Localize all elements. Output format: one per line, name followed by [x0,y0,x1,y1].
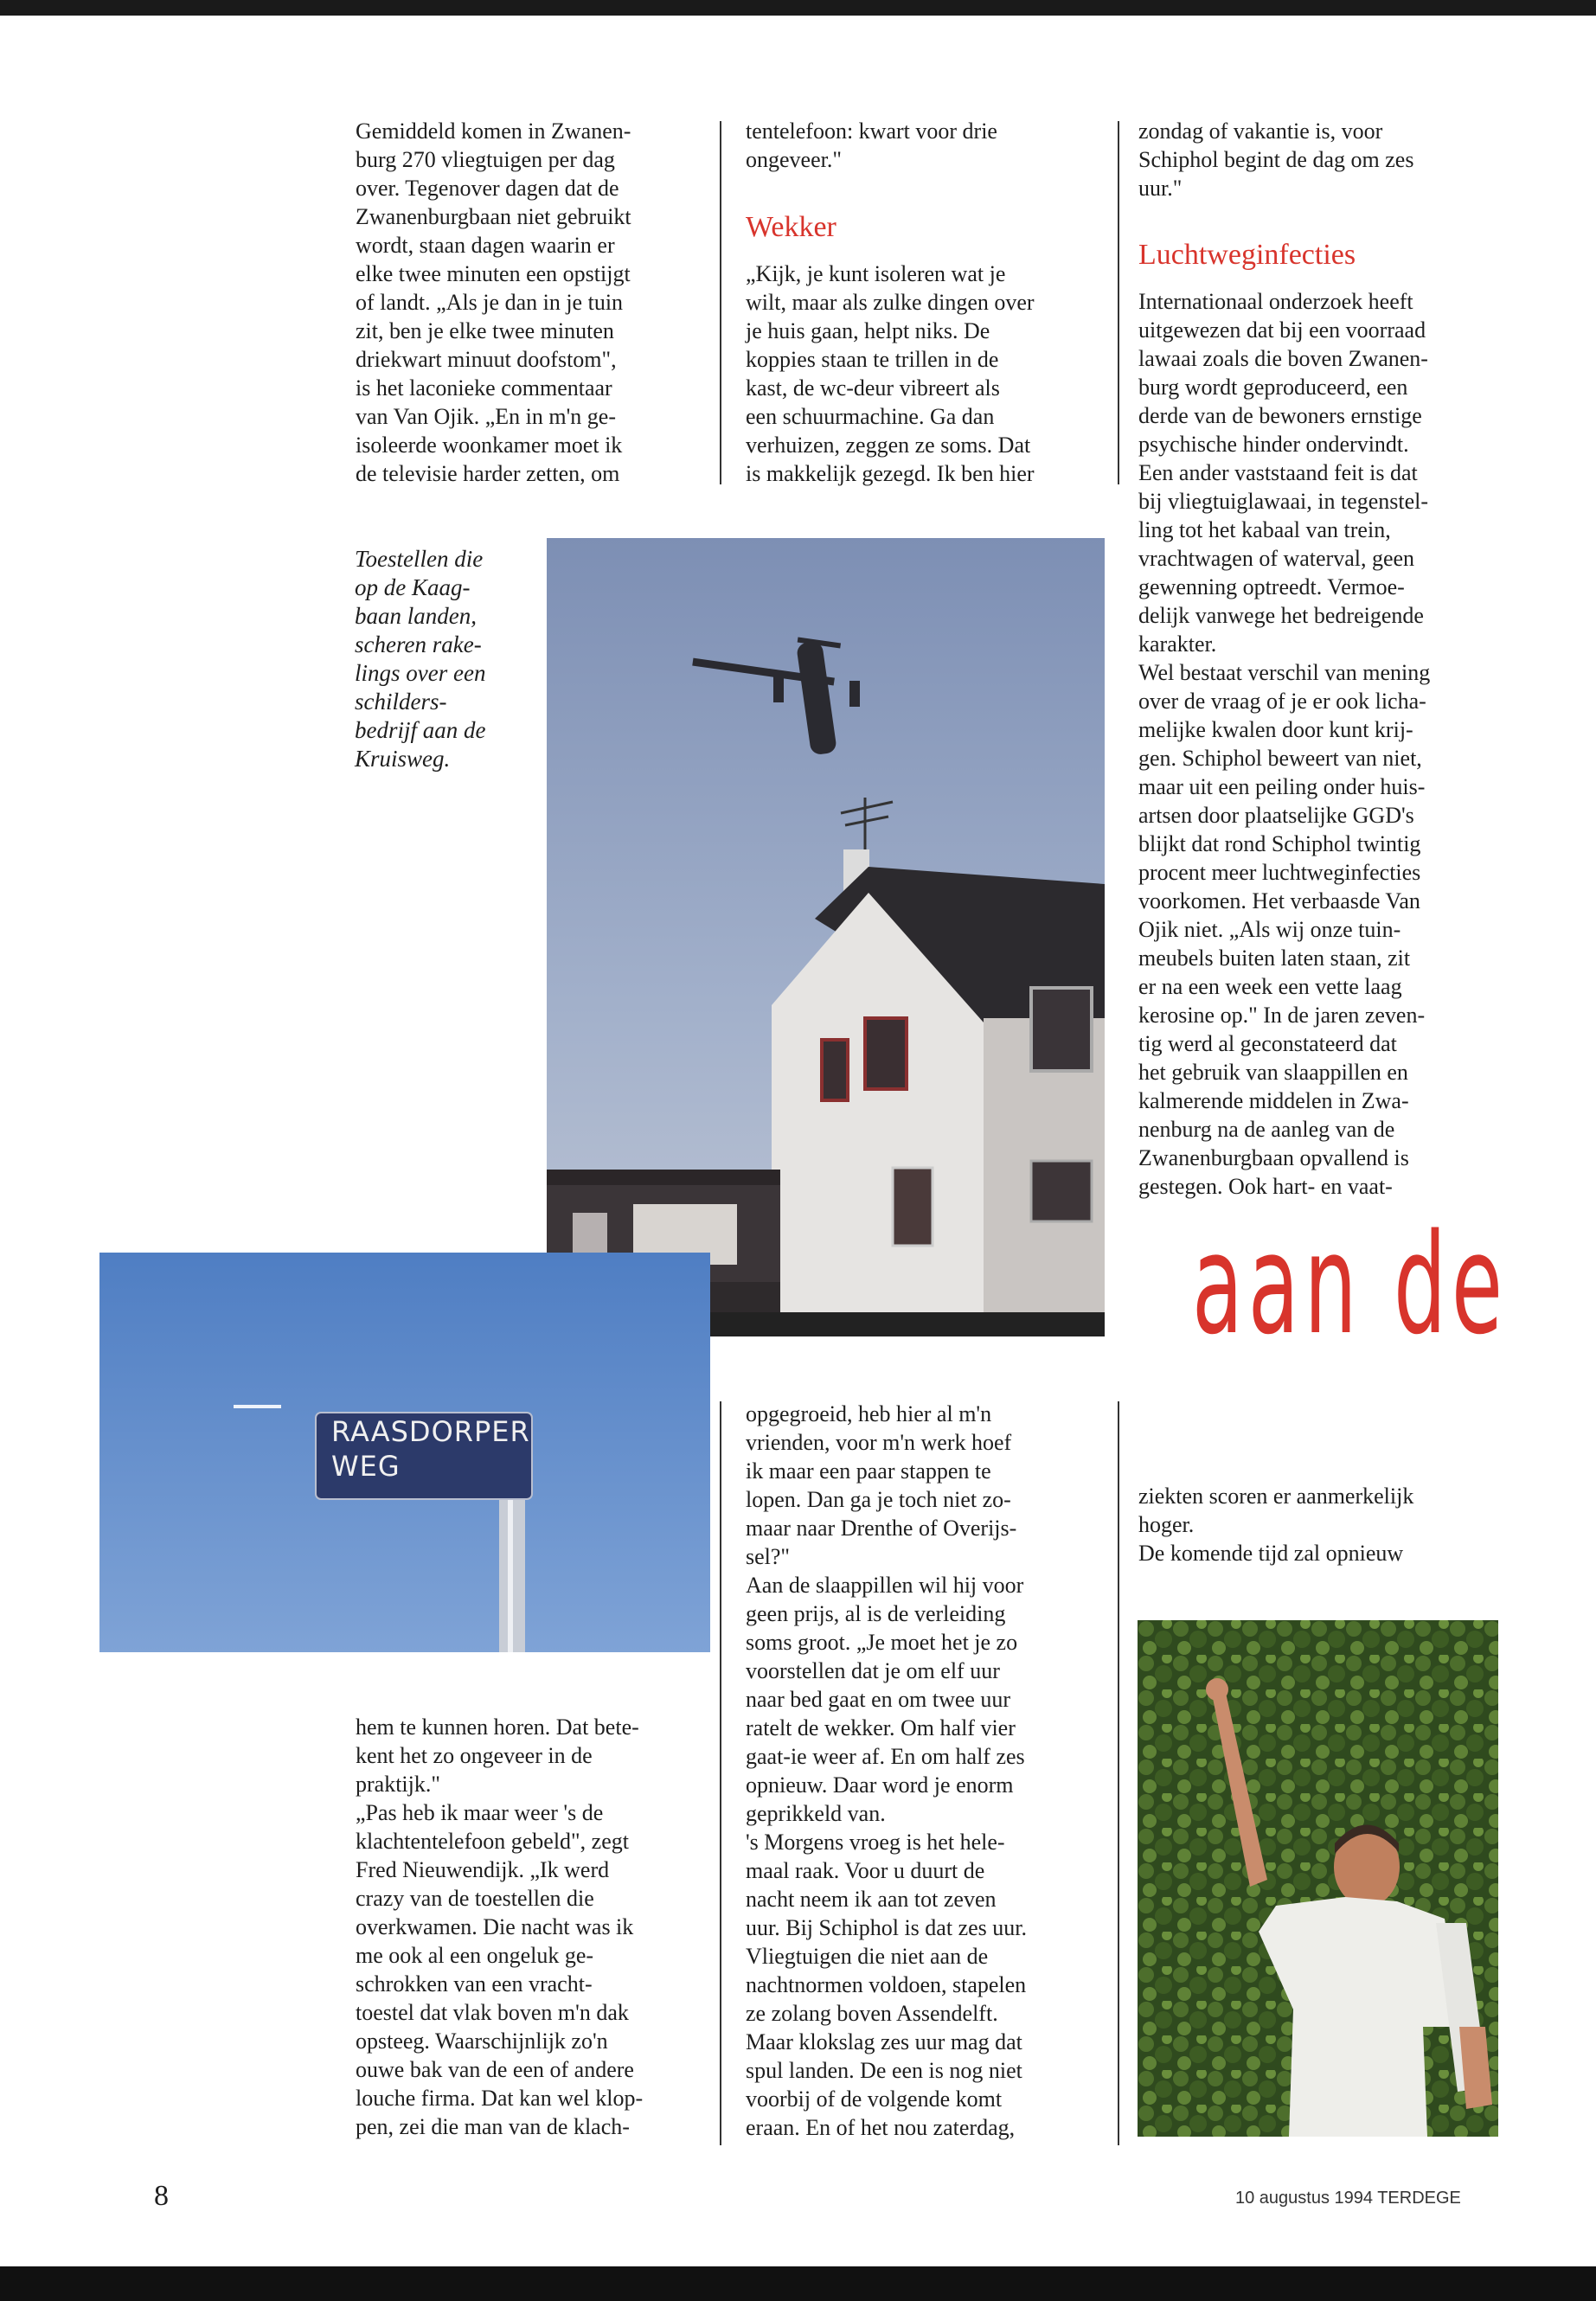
text-line: ongeveer." [746,147,842,172]
text-line: ling tot het kabaal van trein, [1138,517,1391,542]
text-line: burg wordt geproduceerd, een [1138,375,1408,400]
text-line: hem te kunnen horen. Dat bete- [356,1715,639,1740]
text-line: over. Tegenover dagen dat de [356,176,619,201]
text-line: „Pas heb ik maar weer 's de [356,1800,604,1825]
text-line: karakter. [1138,631,1217,657]
column-2-top [746,117,1109,174]
column-3-mid [1138,287,1502,1201]
text-line: Een ander vaststaand feit is dat [1138,460,1418,485]
text-line: Fred Nieuwendijk. „Ik werd [356,1857,610,1882]
text-line: is het laconieke commentaar [356,375,612,401]
photo-plane-over-house [547,538,1105,1336]
text-line: maar naar Drenthe of Overijs- [746,1516,1017,1541]
text-line: opgegroeid, heb hier al m'n [746,1401,992,1426]
text-line: derde van de bewoners ernstige [1138,403,1422,428]
top-scan-border [0,0,1596,16]
text-line: baan landen, [355,603,477,629]
text-line: ik maar een paar stappen te [746,1458,991,1484]
text-line: De komende tijd zal opnieuw [1138,1541,1404,1566]
photo-caption [355,545,528,773]
page-number: 8 [154,2180,169,2212]
text-line: hoger. [1138,1512,1195,1537]
text-line: isoleerde woonkamer moet ik [356,433,623,458]
text-line: geen prijs, al is de verleiding [746,1601,1006,1626]
text-line: is makkelijk gezegd. Ik ben hier [746,461,1035,486]
text-line: ratelt de wekker. Om half vier [746,1715,1016,1740]
text-line: voorkomen. Het verbaasde Van [1138,888,1420,913]
text-line: zit, ben je elke twee minuten [356,318,614,343]
issue-footer: 10 augustus 1994 TERDEGE [1235,2189,1461,2208]
text-line: psychische hinder ondervindt. [1138,432,1409,457]
text-line: gestegen. Ook hart- en vaat- [1138,1174,1393,1199]
text-line: Wel bestaat verschil van mening [1138,660,1431,685]
text-line: overkwamen. Die nacht was ik [356,1914,634,1939]
text-line: Kruisweg. [355,746,451,772]
text-line: of landt. „Als je dan in je tuin [356,290,624,315]
text-line: voorstellen dat je om elf uur [746,1658,1000,1683]
text-line: gewenning optreedt. Vermoe- [1138,574,1405,599]
column-divider [720,1401,721,2145]
text-line: vrienden, voor m'n werk hoef [746,1430,1012,1455]
column-divider [1118,121,1119,484]
text-line: procent meer luchtweginfecties [1138,860,1421,885]
text-line: 's Morgens vroeg is het hele- [746,1830,1005,1855]
text-line: artsen door plaatselijke GGD's [1138,803,1414,828]
section-heading-luchtweginfecties: Luchtweginfecties [1138,239,1356,271]
column-3-bottom [1138,1482,1502,1567]
column-divider [720,121,721,484]
text-line: ze zolang boven Assendelft. [746,2001,998,2026]
column-3-top [1138,117,1502,202]
text-line: uur." [1138,176,1183,201]
text-line: kent het zo ongeveer in de [356,1743,593,1768]
text-line: wilt, maar als zulke dingen over [746,290,1035,315]
text-line: de televisie harder zetten, om [356,461,620,486]
text-line: blijkt dat rond Schiphol twintig [1138,831,1421,856]
text-line: nenburg na de aanleg van de [1138,1117,1395,1142]
text-line: lings over een [355,660,486,686]
text-line: scheren rake- [355,631,482,657]
text-line: uur. Bij Schiphol is dat zes uur. [746,1915,1027,1940]
text-line: klachtentelefoon gebeld", zegt [356,1829,629,1854]
text-line: melijke kwalen door kunt krij- [1138,717,1413,742]
text-line: er na een week een vette laag [1138,974,1402,999]
text-line: ouwe bak van de een of andere [356,2057,634,2082]
text-line: burg 270 vliegtuigen per dag [356,147,615,172]
text-line: zondag of vakantie is, voor [1138,119,1383,144]
text-line: lopen. Dan ga je toch niet zo- [746,1487,1011,1512]
text-line: opnieuw. Daar word je enorm [746,1772,1014,1798]
text-line: Toestellen die [355,546,484,572]
text-line: gen. Schiphol beweert van niet, [1138,746,1422,771]
text-line: soms groot. „Je moet het je zo [746,1630,1018,1655]
photo-street-sign [99,1253,710,1652]
text-line: Schiphol begint de dag om zes [1138,147,1414,172]
text-line: je huis gaan, helpt niks. De [746,318,990,343]
column-2-bottom [746,1400,1109,2142]
text-line: een schuurmachine. Ga dan [746,404,995,429]
text-line: koppies staan te trillen in de [746,347,999,372]
text-line: over de vraag of je er ook licha- [1138,689,1426,714]
text-line: voorbij of de volgende komt [746,2086,1003,2112]
section-heading-wekker: Wekker [746,211,836,243]
text-line: schrokken van een vracht- [356,1971,593,1997]
text-line: kerosine op." In de jaren zeven- [1138,1003,1426,1028]
headline-fragment: aan de [1192,1203,1509,1365]
text-line: Ojik niet. „Als wij onze tuin- [1138,917,1401,942]
text-line: driekwart minuut doofstom", [356,347,617,372]
text-line: van Van Ojik. „En in m'n ge- [356,404,616,429]
text-line: Maar klokslag zes uur mag dat [746,2029,1022,2054]
text-line: Zwanenburgbaan niet gebruikt [356,204,631,229]
text-line: toestel dat vlak boven m'n dak [356,2000,629,2025]
text-line: bedrijf aan de [355,717,486,743]
column-1-bottom [356,1713,702,2141]
text-line: elke twee minuten een opstijgt [356,261,631,286]
text-line: uitgewezen dat bij een voorraad [1138,317,1426,343]
text-line: pen, zei die man van de klach- [356,2114,630,2139]
text-line: me ook al een ongeluk ge- [356,1943,594,1968]
street-sign-line-1: RAASDORPER [331,1415,530,1448]
text-line: crazy van de toestellen die [356,1886,594,1911]
text-line: geprikkeld van. [746,1801,886,1826]
text-line: kalmerende middelen in Zwa- [1138,1088,1409,1113]
text-line: verhuizen, zeggen ze soms. Dat [746,433,1031,458]
text-line: spul landen. De een is nog niet [746,2058,1022,2083]
text-line: lawaai zoals die boven Zwanen- [1138,346,1428,371]
text-line: tentelefoon: kwart voor drie [746,119,997,144]
text-line: ziekten scoren er aanmerkelijk [1138,1484,1414,1509]
text-line: Internationaal onderzoek heeft [1138,289,1413,314]
column-2-mid [746,260,1109,488]
text-line: wordt, staan dagen waarin er [356,233,615,258]
text-line: delijk vanwege het bedreigende [1138,603,1424,628]
text-line: praktijk." [356,1772,440,1797]
text-line: opsteeg. Waarschijnlijk zo'n [356,2029,608,2054]
text-line: nachtnormen voldoen, stapelen [746,1972,1027,1997]
bottom-scan-border [0,2266,1596,2301]
column-1-top [356,117,702,488]
text-line: Vliegtuigen die niet aan de [746,1944,989,1969]
text-line: „Kijk, je kunt isoleren wat je [746,261,1006,286]
text-line: vrachtwagen of waterval, geen [1138,546,1415,571]
text-line: eraan. En of het nou zaterdag, [746,2115,1016,2140]
text-line: Gemiddeld komen in Zwanen- [356,119,631,144]
text-line: gaat-ie weer af. En om half zes [746,1744,1025,1769]
text-line: meubels buiten laten staan, zit [1138,945,1411,971]
text-line: tig werd al geconstateerd dat [1138,1031,1397,1056]
text-line: bij vliegtuiglawaai, in tegenstel- [1138,489,1429,514]
text-line: maal raak. Voor u duurt de [746,1858,985,1883]
text-line: op de Kaag- [355,574,471,600]
text-line: Aan de slaappillen wil hij voor [746,1573,1024,1598]
street-sign-line-2: WEG [331,1450,401,1483]
text-line: het gebruik van slaappillen en [1138,1060,1408,1085]
text-line: sel?" [746,1544,791,1569]
text-line: nacht neem ik aan tot zeven [746,1887,997,1912]
column-divider [1118,1401,1119,2145]
text-line: naar bed gaat en om twee uur [746,1687,1011,1712]
photo-man-pointing [1138,1620,1498,2137]
text-line: maar uit een peiling onder huis- [1138,774,1426,799]
text-line: kast, de wc-deur vibreert als [746,375,1000,401]
text-line: louche firma. Dat kan wel klop- [356,2086,644,2111]
text-line: schilders- [355,689,447,715]
text-line: Zwanenburgbaan opvallend is [1138,1145,1409,1170]
